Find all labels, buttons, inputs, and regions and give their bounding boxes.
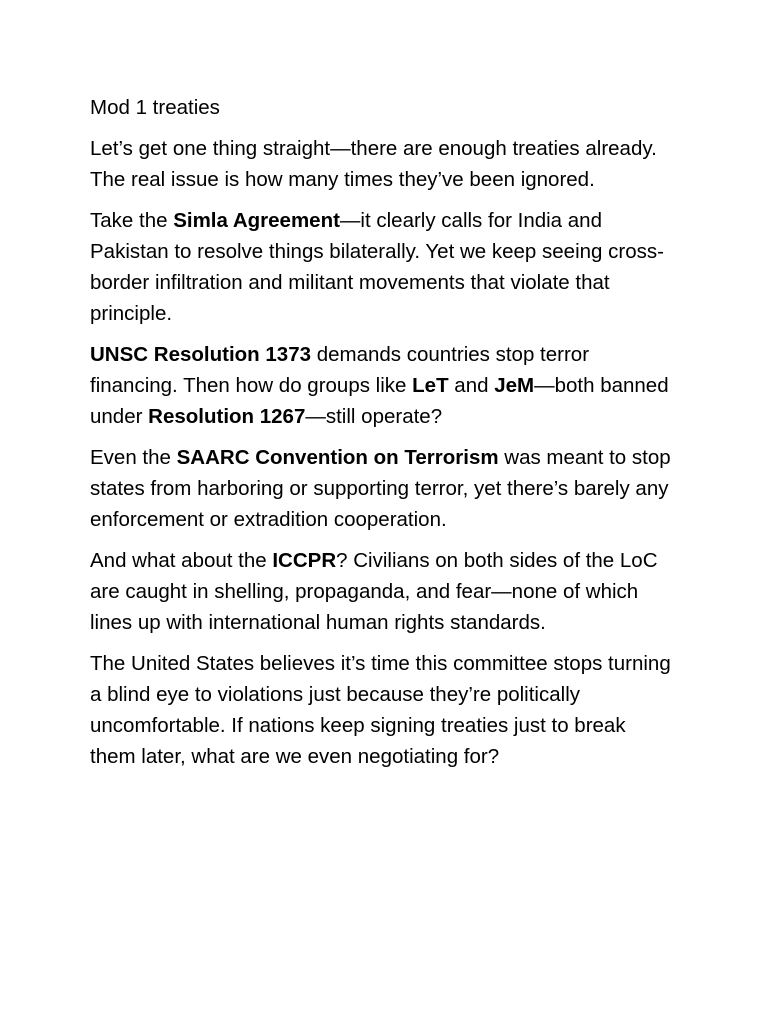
term-iccpr: ICCPR: [272, 549, 337, 572]
text-run: Take the: [90, 209, 174, 232]
term-saarc-convention: SAARC Convention on Terrorism: [176, 446, 499, 469]
text-run: —it clearly calls for India and Pakistan to resolve things bilaterally. Yet we keep seeing cross-border infiltration and militant movements that violate that principle.: [90, 209, 664, 325]
paragraph-iccpr: [90, 545, 672, 638]
paragraph-saarc: [90, 442, 672, 535]
term-let: LeT: [412, 374, 449, 397]
paragraph-unsc: [90, 339, 672, 432]
text-run: and: [448, 374, 495, 397]
text-run: —still operate?: [305, 405, 443, 428]
text-run: Even the: [90, 446, 177, 469]
text-run: And what about the: [90, 549, 273, 572]
paragraph-conclusion-text: The United States believes it’s time this committee stops turning a blind eye to violations just because they’re politically uncomfortable. If nations keep signing treaties just to break them later, what are we even negotiating for?: [90, 652, 671, 768]
term-jem: JeM: [494, 374, 535, 397]
document-title: Mod 1 treaties: [90, 96, 220, 119]
paragraph-simla: [90, 205, 672, 329]
text-run: —both banned under: [90, 374, 669, 428]
text-run: ? Civilians on both sides of the LoC are caught in shelling, propaganda, and fear—none of which lines up with international human rights standards.: [90, 549, 658, 634]
text-run: demands countries stop terror financing. Then how do groups like: [90, 343, 590, 397]
term-unsc-resolution-1373: UNSC Resolution 1373: [90, 343, 311, 366]
paragraph-intro: [90, 133, 672, 195]
term-resolution-1267: Resolution 1267: [148, 405, 306, 428]
text-run: was meant to stop states from harboring or supporting terror, yet there’s barely any enforcement or extradition cooperation.: [90, 446, 671, 531]
paragraph-conclusion: [90, 648, 672, 772]
paragraph-intro-text: Let’s get one thing straight—there are enough treaties already. The real issue is how many times they’ve been ignored.: [90, 137, 657, 191]
term-simla-agreement: Simla Agreement: [173, 209, 340, 232]
